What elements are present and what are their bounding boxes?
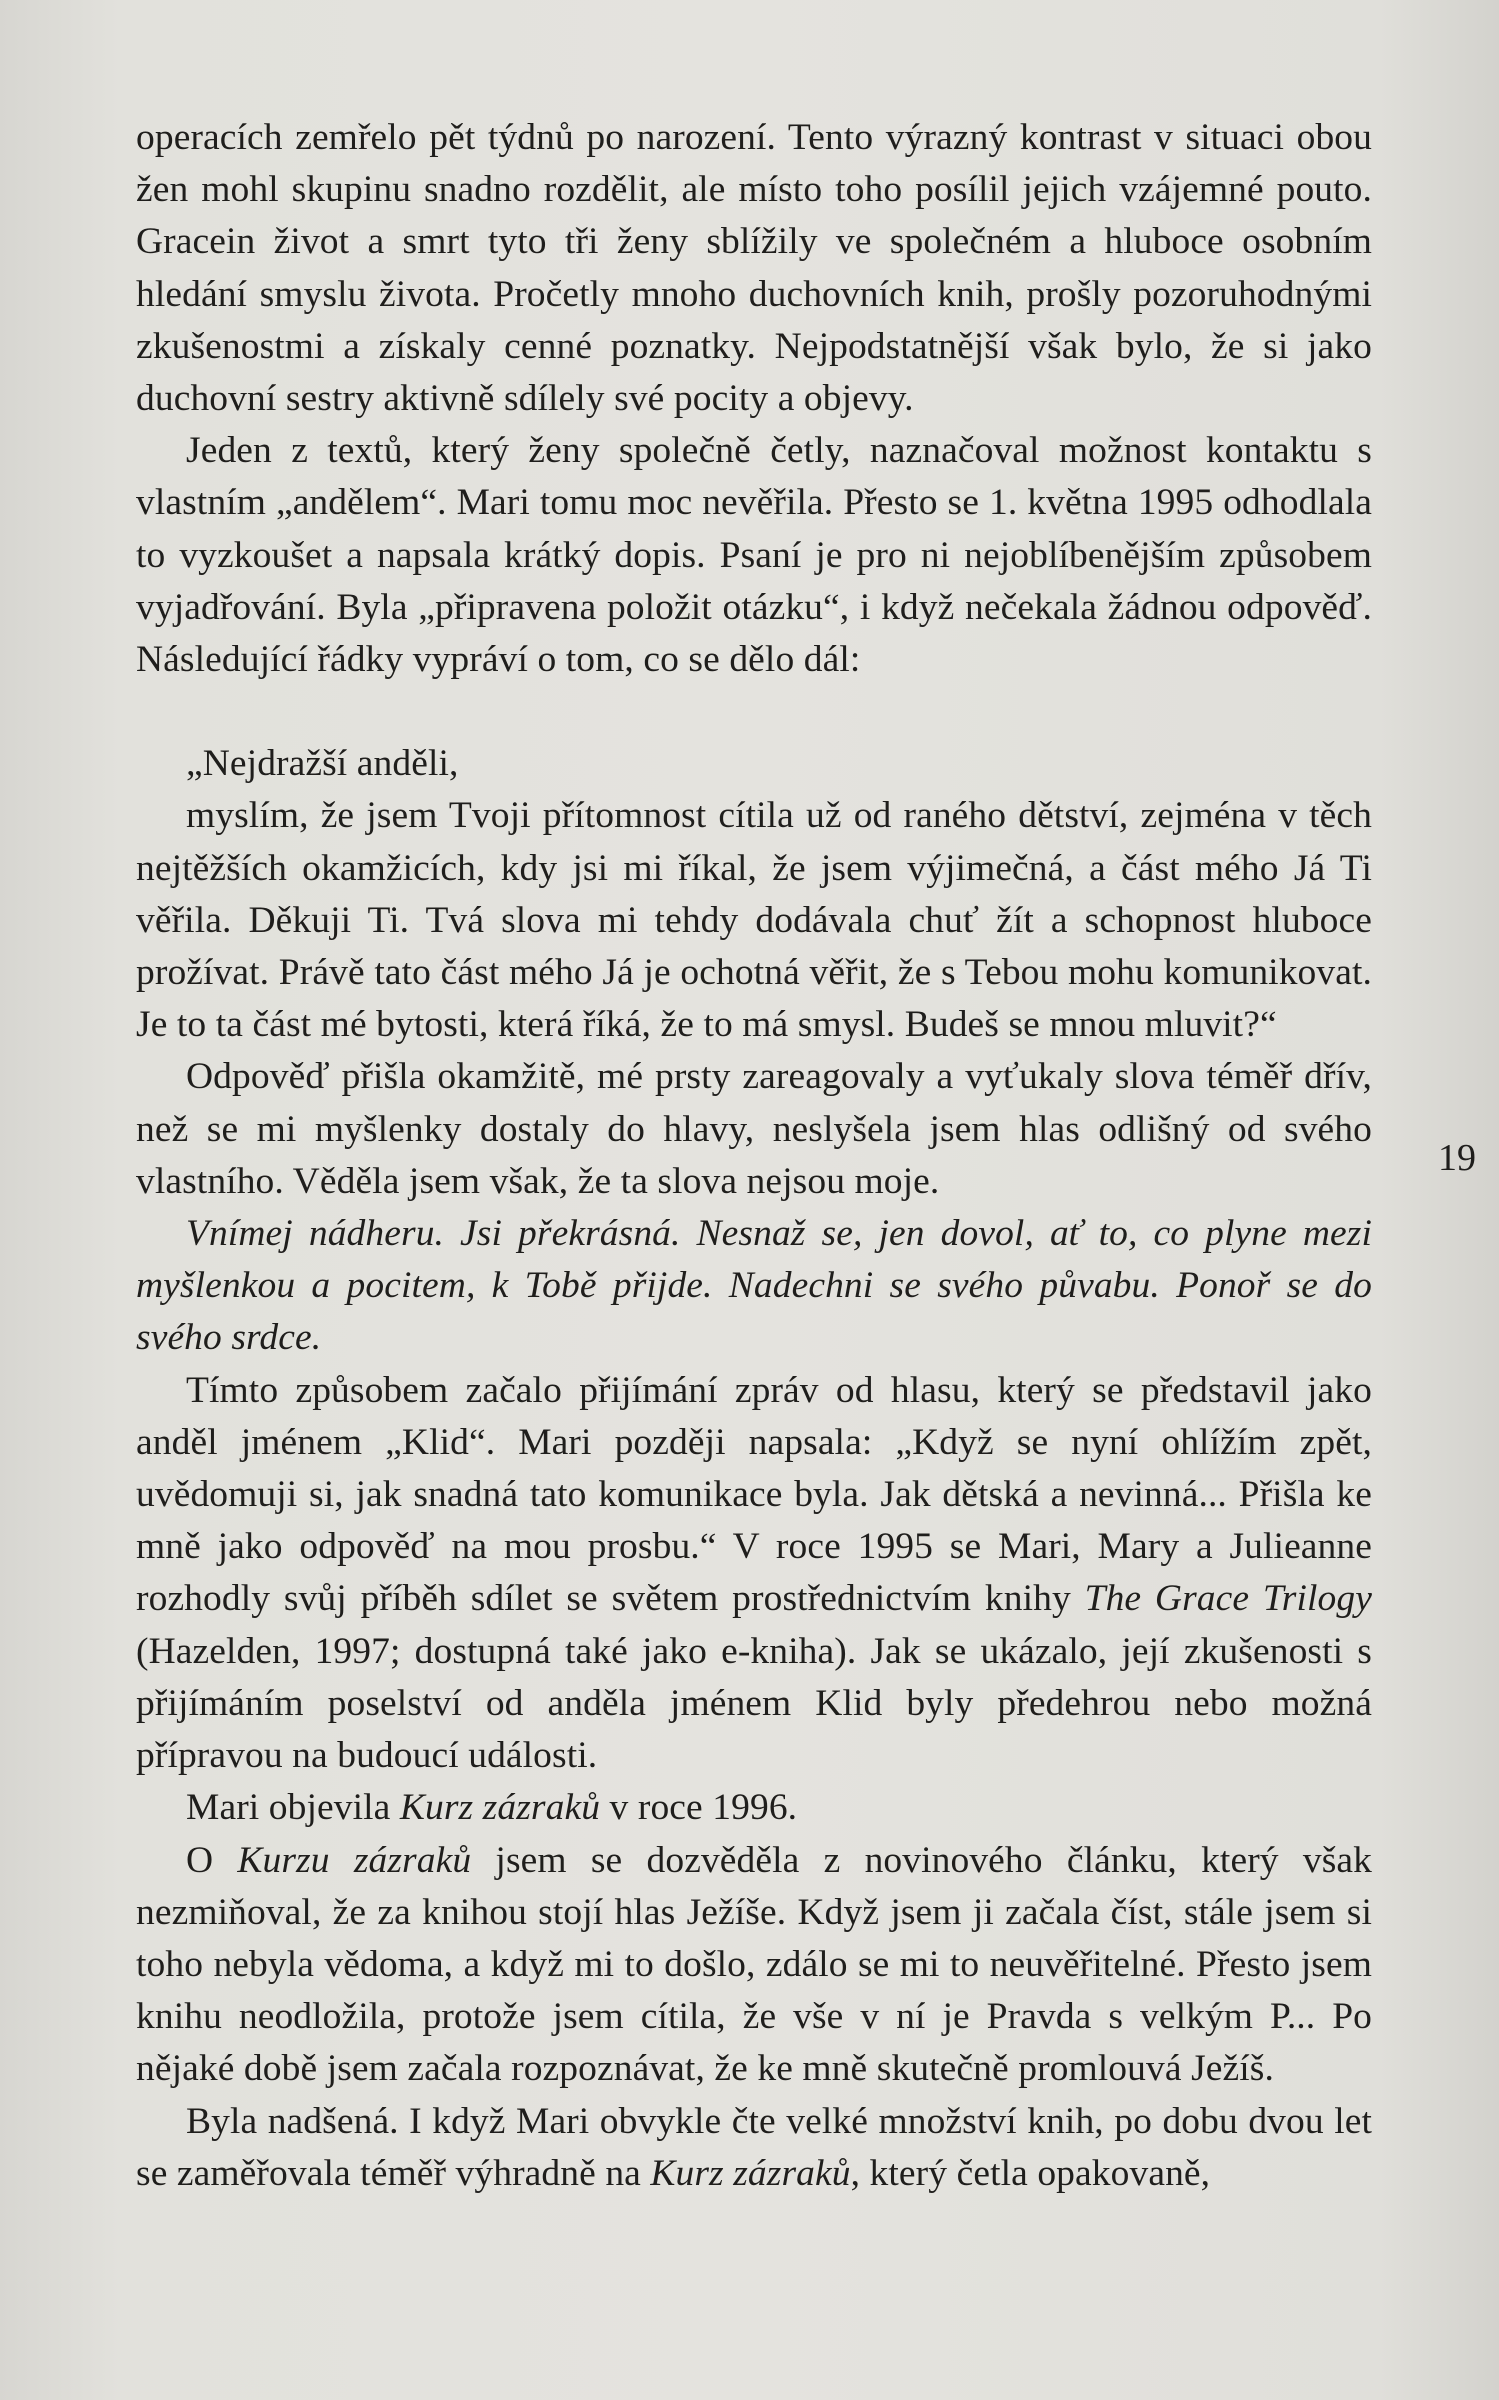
letter-salutation: „Nejdražší anděli, xyxy=(186,743,459,785)
paragraph-reply: Odpověď přišla okamžitě, mé prsty zareagovaly a vyťukaly slova téměř dřív, než se mi myšlenky dostaly do hlavy, neslyšela jsem hlas odlišný od svého vlastního. Věděla jsem však, že ta slova nejsou moje. xyxy=(136,1056,1372,1202)
paragraph-klid-text-end: (Hazelden, 1997; dostupná také jako e-kniha). Jak se ukázalo, její zkušenosti s přijímáním poselství od anděla jménem Klid byly předehrou nebo možná přípravou na budoucí události. xyxy=(136,1630,1372,1777)
paragraph-article-start: O xyxy=(186,1839,214,1881)
book-title-grace-trilogy: The Grace Trilogy xyxy=(1084,1578,1372,1620)
paragraph-klid-text: Tímto způsobem začalo přijímání zpráv od hlasu, který se představil jako anděl jménem „Klid“. Mari později napsala: „Když se nyní ohlížím zpět, uvědomuji si, jak snadná tato komunikace byla. Jak dětská a nevinná... Přišla ke mně jako odpověď na mou prosbu.“ V roce 1995 se Mari, Mary a Julieanne rozhodly svůj příběh sdílet se světem prostřednictvím knihy xyxy=(136,1369,1372,1620)
paragraph-enthusiasm xyxy=(136,2096,1372,2200)
angel-message: Vnímej nádheru. Jsi překrásná. Nesnaž se, jen dovol, ať to, co plyne mezi myšlenkou a pocitem, k Tobě přijde. Nadechni se svého půvabu. Ponoř se do svého srdce. xyxy=(136,1213,1372,1359)
paragraph-enthusiasm-end: , který četla opakovaně, xyxy=(850,2152,1211,2194)
paragraph-klid xyxy=(136,1365,1372,1783)
paragraph-discovery xyxy=(136,1782,1372,1834)
paragraph-continuation: operacích zemřelo pět týdnů po narození. Tento výrazný kontrast v situaci obou žen mohl skupinu snadno rozdělit, ale místo toho posílil jejich vzájemné pouto. Gracein život a smrt tyto tři ženy sblížily ve společném a hluboce osobním hledání smyslu života. Pročetly mnoho duchovních knih, prošly pozoruhodnými zkušenostmi a získaly cenné poznatky. Nejpodstatnější však bylo, že si jako duchovní sestry aktivně sdílely své pocity a objevy. xyxy=(136,117,1372,420)
letter-body: myslím, že jsem Tvoji přítomnost cítila už od raného dětství, zejména v těch nejtěžších okamžicích, kdy jsi mi říkal, že jsem výjimečná, a část mého Já Ti věřila. Děkuji Ti. Tvá slova mi tehdy dodávala chuť žít a schopnost hluboce prožívat. Právě tato část mého Já je ochotná věřit, že s Tebou mohu komunikovat. Je to ta část mé bytosti, která říká, že to má smysl. Budeš se mnou mluvit?“ xyxy=(136,795,1372,1046)
paragraph-discovery-text-end: v roce 1996. xyxy=(609,1787,798,1829)
paragraph-article-text: jsem se dozvěděla z novinového článku, který však nezmiňoval, že za knihou stojí hlas Ježíše. Když jsem ji začala číst, stále jsem si toho nebyla vědoma, a když mi to došlo, zdálo se mi to neuvěřitelné. Přesto jsem knihu neodložila, protože jsem cítila, že vše v ní je Pravda s velkým P... Po nějaké době jsem začala rozpoznávat, že ke mně skutečně promlouvá Ježíš. xyxy=(136,1839,1372,2090)
paragraph-discovery-text: Mari objevila xyxy=(186,1787,391,1829)
book-title-kurzu: Kurzu zázraků xyxy=(237,1839,472,1881)
paragraph-article xyxy=(136,1835,1372,2096)
book-title-kurz: Kurz zázraků xyxy=(399,1787,601,1829)
paragraph-gap xyxy=(136,686,1372,738)
page-number: 19 xyxy=(1438,1137,1476,1179)
book-title-kurz-2: Kurz zázraků xyxy=(650,2152,851,2194)
body-text xyxy=(136,112,1372,2200)
paragraph-angel-letter-intro: Jeden z textů, který ženy společně četly, naznačoval možnost kontaktu s vlastním „andělem“. Mari tomu moc nevěřila. Přesto se 1. května 1995 odhodlala to vyzkoušet a napsala krátký dopis. Psaní je pro ni nejoblíbenějším způsobem vyjadřování. Byla „připravena položit otázku“, i když nečekala žádnou odpověď. Následující řádky vypráví o tom, co se dělo dál: xyxy=(136,430,1372,681)
paragraph-enthusiasm-text: Byla nadšená. I když Mari obvykle čte velké množství knih, po dobu dvou let se zaměřovala téměř výhradně na xyxy=(136,2100,1372,2194)
